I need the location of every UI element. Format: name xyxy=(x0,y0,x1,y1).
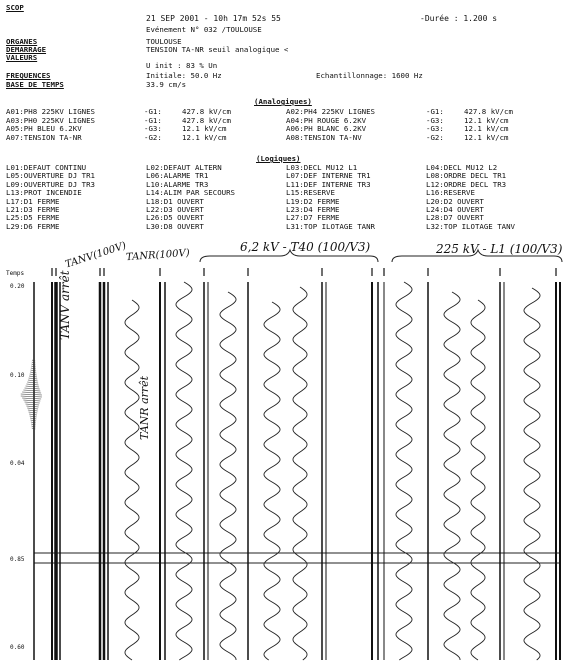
event-datetime: 21 SEP 2001 - 10h 17m 52s 55 xyxy=(146,14,281,23)
logic-cell: L31:TOP ILOTAGE TANR xyxy=(286,221,375,231)
analog-cell: 12.1 kV/cm xyxy=(464,124,509,134)
analog-title: (Analogiques) xyxy=(254,97,312,106)
group1-brace xyxy=(200,250,378,262)
analog-cell: -G1: xyxy=(144,115,162,125)
logic-cell: L17:D1 FERME xyxy=(6,196,60,206)
logic-cell: L27:D7 FERME xyxy=(286,213,340,223)
tanr-sine-trace xyxy=(125,300,139,660)
analog-cell: 427.8 kV/cm xyxy=(182,115,231,125)
analog-cell: 427.8 kV/cm xyxy=(464,107,513,116)
time-tick: 0.10 xyxy=(10,372,25,379)
logic-cell: L29:D6 FERME xyxy=(6,221,60,231)
time-tick: 0.20 xyxy=(10,283,25,290)
analog-cell: A03:PH0 225KV LIGNES xyxy=(6,115,95,125)
analog-cell: A04:PH ROUGE 6.2KV xyxy=(286,115,367,125)
tanv-header-note: TANV(100V) xyxy=(63,240,128,271)
logic-cell: L02:DEFAUT ALTERN xyxy=(146,163,222,172)
analog-cell: 12.1 kV/cm xyxy=(464,132,509,142)
sine-trace-6kv xyxy=(176,282,192,660)
sine-trace-225kv xyxy=(524,288,540,660)
sine-trace-225kv xyxy=(471,300,485,660)
analog-cell: -G2: xyxy=(426,132,444,142)
group2-header-note: 225 kV - L1 (100/V3) xyxy=(436,242,563,256)
logic-cell: L14:ALIM PAR SECOURS xyxy=(146,188,235,198)
logic-cell: L07:DEF INTERNE TR1 xyxy=(286,171,371,181)
analog-cell: A05:PH BLEU 6.2KV xyxy=(6,124,82,134)
analog-cell: 12.1 kV/cm xyxy=(182,124,227,134)
time-tick: 0.85 xyxy=(10,556,25,563)
logic-cell: L19:D2 FERME xyxy=(286,196,340,206)
timebase-value: 33.9 cm/s xyxy=(146,80,187,89)
analog-cell: 427.8 kV/cm xyxy=(182,107,231,116)
logic-cell: L26:D5 OUVERT xyxy=(146,213,204,223)
label-frequences: FREQUENCES xyxy=(6,71,51,80)
time-tick: 0.04 xyxy=(10,460,25,467)
logic-cell: L13:PROT INCENDIE xyxy=(6,188,82,198)
sine-trace-6kv xyxy=(264,302,280,660)
group1-header-note: 6,2 kV - T40 (100/V3) xyxy=(240,240,371,254)
label-organes: ORGANES xyxy=(6,37,38,46)
label-demarrage: DEMARRAGE xyxy=(6,45,47,54)
analog-cell: -G3: xyxy=(144,124,162,134)
logic-cell: L16:RESERVE xyxy=(426,188,475,198)
logic-cell: L21:D3 FERME xyxy=(6,205,60,214)
logic-cell: L24:D4 OUVERT xyxy=(426,205,484,214)
logic-title: (Logiques) xyxy=(256,154,301,163)
analog-cell: A01:PH8 225KV LIGNES xyxy=(6,107,95,116)
logic-cell: L08:ORDRE DECL TR1 xyxy=(426,171,507,181)
analog-cell: 12.1 kV/cm xyxy=(182,132,227,142)
analog-cell: A08:TENSION TA-NV xyxy=(286,132,362,142)
logic-cell: L03:DECL MU12 L1 xyxy=(286,163,358,172)
logic-cell: L12:ORDRE DECL TR3 xyxy=(426,179,507,189)
group2-brace xyxy=(392,250,562,262)
sine-trace-6kv xyxy=(220,292,236,660)
logic-cell: L09:OUVERTURE DJ TR3 xyxy=(6,179,95,189)
logic-cell: L06:ALARME TR1 xyxy=(146,171,209,181)
logic-cell: L20:D2 OUVERT xyxy=(426,196,484,206)
label-valeurs: VALEURS xyxy=(6,53,38,62)
event-number: Evénement N° 032 /TOULOUSE xyxy=(146,25,262,34)
label-base-temps: BASE DE TEMPS xyxy=(6,80,64,89)
analog-cell: -G2: xyxy=(144,132,162,142)
logic-cell: L30:D8 OUVERT xyxy=(146,221,204,231)
analog-cell: -G3: xyxy=(426,124,444,134)
analog-cell: -G1: xyxy=(144,107,162,116)
frequency-value: Initiale: 50.0 Hz xyxy=(146,71,222,80)
analog-cell: A07:TENSION TA-NR xyxy=(6,132,82,142)
report-title: SCOP xyxy=(6,3,24,12)
logic-cell: L11:DEF INTERNE TR3 xyxy=(286,179,371,189)
sine-trace-6kv xyxy=(293,287,307,660)
logic-cell: L18:D1 OUVERT xyxy=(146,196,204,206)
trigger-value: TENSION TA-NR seuil analogique < xyxy=(146,45,289,54)
analog-cell: -G1: xyxy=(426,107,444,116)
uinit-value: U init : 83 % Un xyxy=(146,61,218,70)
logic-cell: L15:RESERVE xyxy=(286,188,335,198)
analog-cell: -G3: xyxy=(426,115,444,125)
tanv-arret-note: TANV arrêt xyxy=(58,270,72,340)
sampling-value: Echantillonnage: 1600 Hz xyxy=(316,71,423,80)
analog-cell: A02:PH4 225KV LIGNES xyxy=(286,107,375,116)
logic-cell: L05:OUVERTURE DJ TR1 xyxy=(6,171,95,181)
time-tick: 0.60 xyxy=(10,644,25,651)
event-duration: -Durée : 1.200 s xyxy=(420,14,498,23)
analog-cell: 12.1 kV/cm xyxy=(464,115,509,125)
sine-trace-225kv xyxy=(396,282,412,660)
analog-cell: A06:PH BLANC 6.2KV xyxy=(286,124,367,134)
disturbance-trace xyxy=(21,360,42,429)
logic-cell: L01:DEFAUT CONTINU xyxy=(6,163,87,172)
time-axis-label: Temps xyxy=(6,270,25,277)
tanr-arret-note: TANR arrêt xyxy=(138,375,151,440)
logic-cell: L25:D5 FERME xyxy=(6,213,60,223)
tanr-header-note: TANR(100V) xyxy=(125,247,191,264)
logic-cell: L32:TOP ILOTAGE TANV xyxy=(426,221,515,231)
logic-cell: L23:D4 FERME xyxy=(286,205,340,214)
logic-cell: L04:DECL MU12 L2 xyxy=(426,163,498,172)
sine-trace-225kv xyxy=(444,292,460,660)
logic-cell: L10:ALARME TR3 xyxy=(146,179,209,189)
organ-value: TOULOUSE xyxy=(146,37,182,46)
logic-cell: L22:D3 OUVERT xyxy=(146,205,204,214)
logic-cell: L28:D7 OUVERT xyxy=(426,213,484,223)
